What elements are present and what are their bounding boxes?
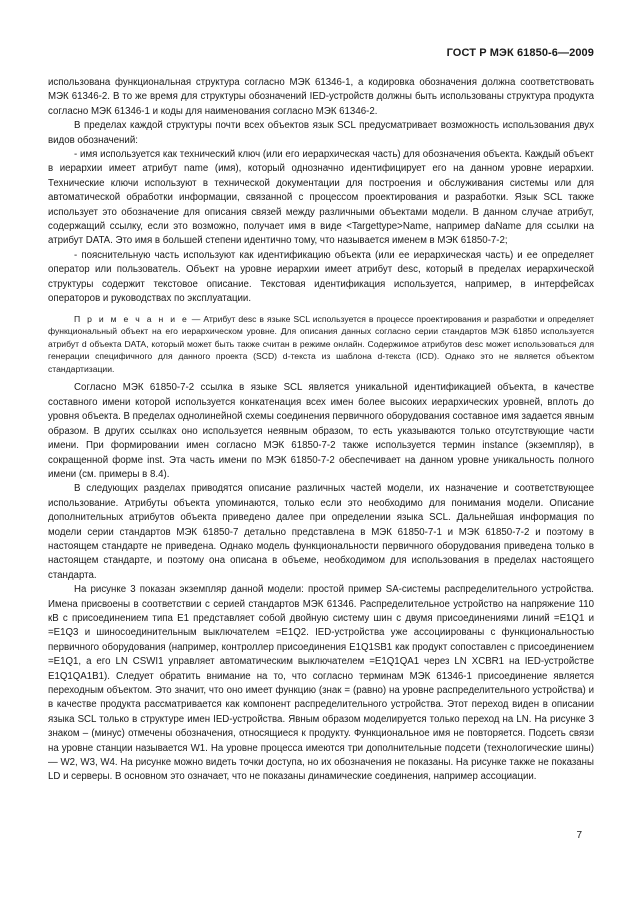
list-item-name: - имя используется как технический ключ (или его иерархическая часть) для обозначения объекта. Каждый объект в иерархии имеет атрибут name (имя), который однозначно идентифицирует его на данном уровне иерархии. Технические ключи используют в технической документации для построения и обслуживания системы или для автоматической обработки информации, связанной с процессом проектирования и разработки. Язык SCL также использует это обозначение для описания связей между различными объектами модели. В данном случае атрибут, содержащий ссылку, если это возможно, получает имя в виде <Targettype>Name, например daName для ссылки на атрибут DATA. Это имя в большей степени идентично тому, что называется именем в МЭК 61850-7-2;: [48, 149, 594, 247]
page-number: 7: [576, 830, 582, 841]
document-body: [48, 76, 594, 785]
note-label: П р и м е ч а н и е: [74, 313, 189, 324]
paragraph-intro: В пределах каждой структуры почти всех объектов язык SCL предусматривает возможность использования двух видов обозначений:: [48, 120, 594, 146]
note-block: [48, 313, 594, 376]
paragraph-sections: В следующих разделах приводятся описание различных частей модели, их назначение и соответствующее использование. Атрибуты объекта упоминаются, только если это необходимо для понимания модели. Описание дополнительных атрибутов объекта приведено далее при определении языка SCL. Дальнейшая информация по модели серии стандартов МЭК 61850-7 детально представлена в МЭК 61850-7-1 и МЭК 61850-7-2 и поэтому в настоящем стандарте не приведена. Однако модель функциональности первичного оборудования приведена только в настоящем стандарте, и поэтому она описана в объеме, необходимом для использования в пределах настоящего стандарта.: [48, 483, 594, 581]
note-text: — Атрибут desc в языке SCL используется в процессе проектирования и разработки и определяет функциональный объект на его иерархическом уровне. Для описания данных согласно серии стандартов МЭК 61850 используется атрибут d объекта DATA, который может быть также считан в режиме онлайн. Содержимое атрибутов desc может использоваться для генерации специфичного для данного проекта (SCD) d-текста из шаблона d-текста (ICD). Однако это не является объектом стандартизации.: [48, 313, 595, 374]
paragraph-reference: Согласно МЭК 61850-7-2 ссылка в языке SCL является уникальной идентификацией объекта, в качестве составного имени которой используется конкатенация всех имен более высоких иерархических уровней, вплоть до уровня объекта. В пределах однолинейной схемы соединения первичного оборудования составное имя задается явным образом. В других ссылках оно используется неявным образом, то есть указываются только отсутствующие части имени. При формировании имен согласно МЭК 61850-7-2 также используется термин instance (экземпляр), в сокращенной форме inst. Эта часть имени по МЭК 61850-7-2 обеспечивает на данном уровне уникальность полного имени (см. примеры в 8.4).: [48, 382, 594, 480]
list-item-desc: - пояснительную часть используют как идентификацию объекта (или ее иерархическая часть) и ее определяет оператор или пользователь. Объект на уровне иерархии имеет атрибут desc, который в пределах иерархической структуры содержит текстовое описание. Текстовая идентификация используется, например, в интерфейсах операторов и руководствах по эксплуатации.: [48, 249, 594, 305]
document-header: ГОСТ Р МЭК 61850-6—2009: [446, 47, 594, 59]
paragraph-figure3: На рисунке 3 показан экземпляр данной модели: простой пример SA-системы распределительного устройства. Имена присвоены в соответствии с серией стандартов МЭК 61346. Распределительное устройство на напряжение 110 кВ с присоединением типа E1 представляет собой двойную систему шин с двумя присоединениями линий =E1Q1 и =E1Q3 и шиносоединительным выключателем =E1Q2. IED-устройства уже ассоциированы с функциональностью первичного оборудования (например, контроллер присоединения E1Q1SB1 как продукт сопоставлен с присоединением =E1Q1, а его LN CSWI1 управляет автоматическим выключателем =E1Q1QA1 через LN XCBR1 на IED-устройстве E1Q1QA1B1). Следует обратить внимание на то, что согласно терминам МЭК 61346-1 присоединение является переходным объектом. Это значит, что оно имеет функцию (знак = (равно) на уровне распределительного устройства) и в качестве продукта рассматривается как компонент распределительного устройства. Этот переход виден в описании языка SCL только в структуре имен IED-устройства. Явным образом моделируется только переход на LN. На рисунке 3 знаком – (минус) отмечены обозначения, относящиеся к продукту. Функциональное имя не повторяется. Подсеть связи на уровне станции называется W1. На уровне процесса имеются три дополнительные подсети (технологические шины) — W2, W3, W4. На рисунке можно видеть точки доступа, но их обозначения не показаны. На рисунке также не показаны LD и серверы. В основном это означает, что не показаны динамические соединения, например ассоциации.: [48, 584, 594, 783]
paragraph-continuation: использована функциональная структура согласно МЭК 61346-1, а кодировка обозначения должна соответствовать МЭК 61346-2. В то же время для структуры обозначений IED-устройств должны быть использованы структура продукта согласно МЭК 61346-1 и коды для наименования согласно МЭК 61346-2.: [48, 77, 594, 117]
